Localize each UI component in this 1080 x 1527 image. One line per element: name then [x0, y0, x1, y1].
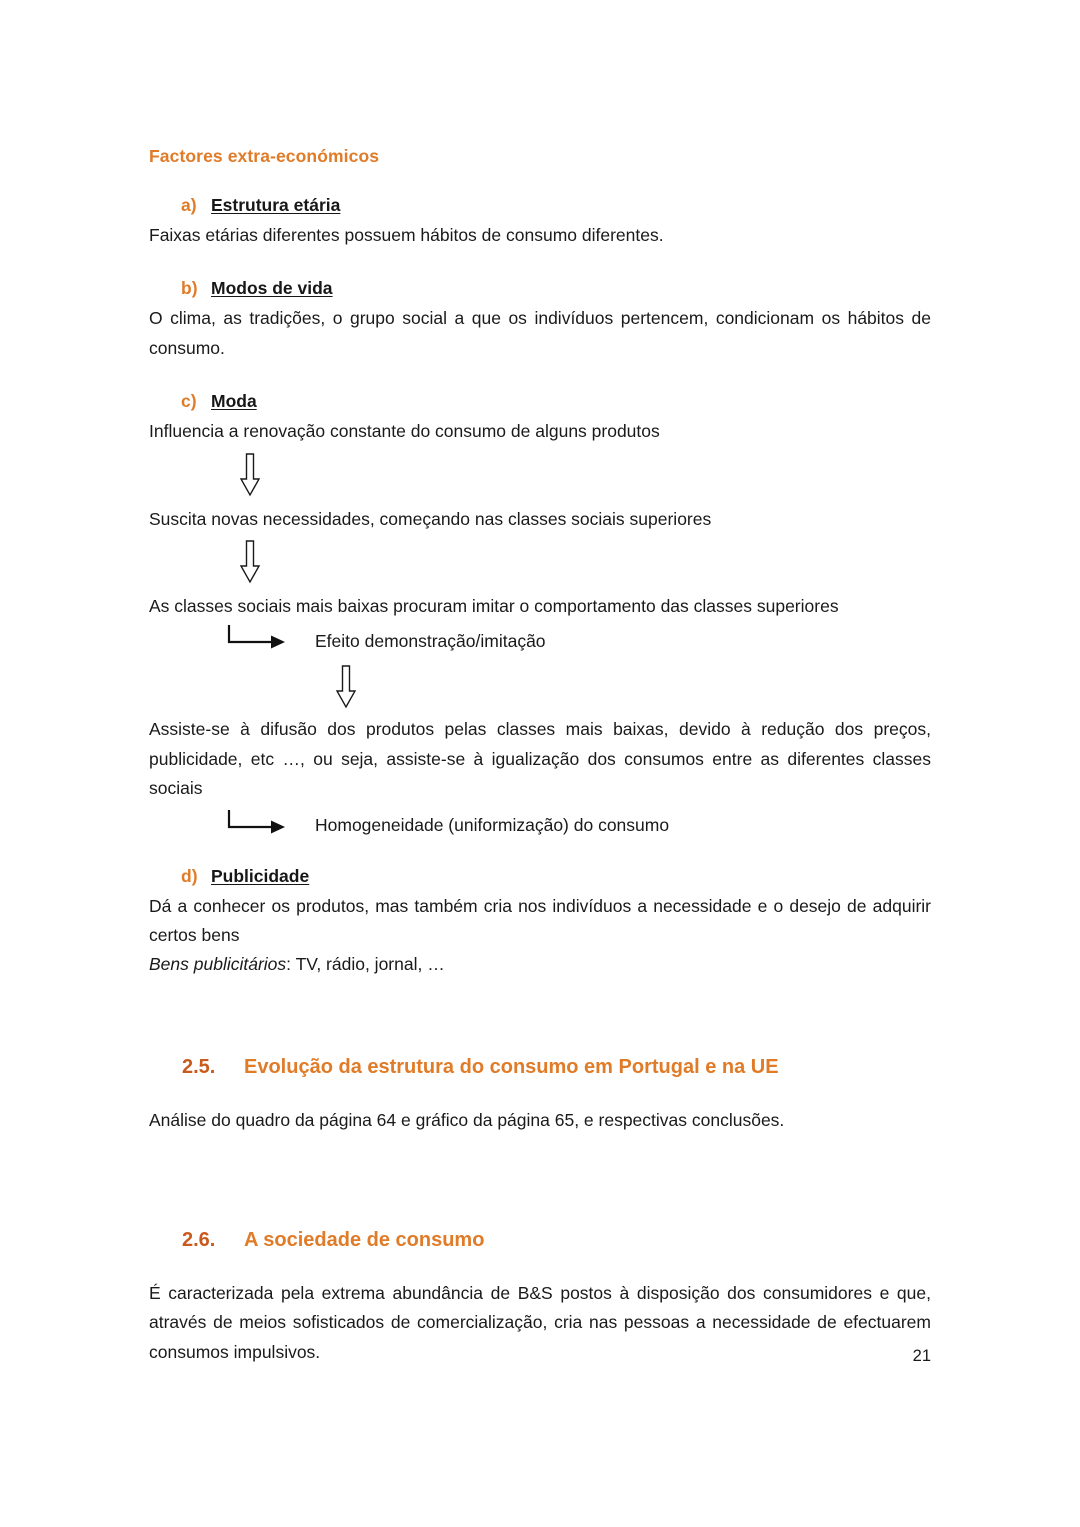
example-term: Bens publicitários	[149, 954, 287, 975]
list-item	[149, 195, 931, 250]
list-item-marker: a)	[181, 195, 197, 215]
list-item-heading	[181, 195, 931, 216]
list-item-example	[149, 950, 931, 979]
list-item	[149, 866, 931, 980]
list-item-heading	[181, 866, 931, 887]
list-item	[149, 278, 931, 363]
list-item-body: O clima, as tradições, o grupo social a que os indivíduos pertencem, condicionam os hábitos de consumo.	[149, 308, 931, 358]
page-number: 21	[912, 1347, 931, 1365]
arrow-down-icon	[239, 540, 261, 589]
section-2-5-body: Análise do quadro da página 64 e gráfico da página 65, e respectivas conclusões.	[149, 1109, 785, 1130]
spacer	[149, 1252, 931, 1274]
flow-step-2: Suscita novas necessidades, começando nas classes sociais superiores	[149, 508, 712, 529]
list-item-label: Modos de vida	[211, 278, 333, 299]
heading-2-6	[182, 1135, 931, 1252]
flow-step-3: As classes sociais mais baixas procuram imitar o comportamento das classes superiores	[149, 595, 839, 616]
list-item-marker: d)	[181, 865, 198, 886]
section-2-6-body: É caracterizada pela extrema abundância de B&S postos à disposição dos consumidores e que, através de meios sofisticados de comercialização, cria nas pessoas a necessidade de efectuarem consumos impulsivos.	[149, 1283, 931, 1362]
list-item-label: Publicidade	[211, 865, 310, 886]
flow-step-1: Influencia a renovação constante do consumo de alguns produtos	[149, 421, 660, 442]
page-content	[149, 0, 931, 1367]
heading-number: 2.6.	[182, 1229, 216, 1252]
flow-branch-row	[149, 808, 931, 852]
arrow-elbow-right-icon	[227, 623, 293, 660]
flow-arrow-row	[149, 534, 931, 592]
example-detail: : TV, rádio, jornal, …	[286, 954, 445, 975]
flow-arrow-row	[149, 447, 931, 505]
heading-text: A sociedade de consumo	[244, 1229, 485, 1252]
page-title: Factores extra-económicos	[149, 146, 380, 166]
list-item-label: Moda	[211, 391, 257, 412]
arrow-down-icon	[239, 453, 261, 502]
heading-2-5	[182, 980, 931, 1079]
arrow-elbow-right-icon	[227, 808, 293, 845]
list-item-label: Estrutura etária	[211, 195, 341, 215]
list-item-heading	[181, 391, 931, 412]
flow-branch-row	[149, 623, 931, 665]
heading-text: Evolução da estrutura do consumo em Portugal e na UE	[244, 1055, 779, 1078]
list-item-marker: c)	[181, 391, 197, 412]
list-item-heading	[181, 278, 931, 299]
list-item-marker: b)	[181, 278, 198, 299]
arrow-down-icon	[335, 665, 357, 714]
list-item-body: Faixas etárias diferentes possuem hábitos de consumo diferentes.	[149, 225, 664, 245]
heading-number: 2.5.	[182, 1055, 216, 1078]
flow-arrow-row	[149, 665, 931, 715]
spacer	[149, 1079, 931, 1101]
flow-branch-label: Homogeneidade (uniformização) do consumo	[315, 815, 670, 836]
list-item-body: Dá a conhecer os produtos, mas também cria nos indivíduos a necessidade e o desejo de adquirir certos bens	[149, 895, 931, 945]
flow-branch-label: Efeito demonstração/imitação	[315, 631, 546, 652]
moda-flow-diagram	[149, 417, 931, 851]
list-item	[149, 391, 931, 851]
flow-step-4: Assiste-se à difusão dos produtos pelas classes mais baixas, devido à redução dos preços, publicidade, etc …, ou seja, assiste-se à igualização dos consumos entre as diferentes classes sociais	[149, 719, 931, 799]
